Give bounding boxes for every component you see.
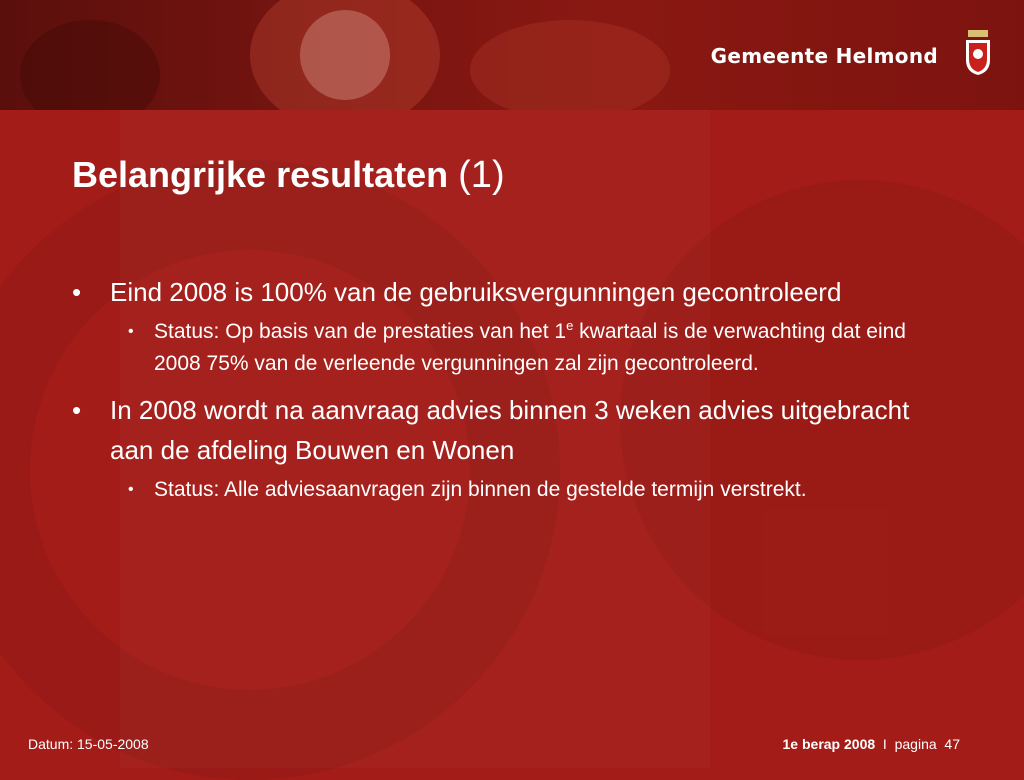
ordinal-superscript: e: [566, 318, 574, 333]
bullet-text: Eind 2008 is 100% van de gebruiksvergunningen gecontroleerd: [110, 277, 842, 307]
coat-of-arms-icon: [962, 28, 994, 76]
sub-bullet-item: [72, 316, 952, 380]
sub-bullet-icon: •: [128, 323, 134, 340]
bullet-item: [72, 390, 952, 470]
slide-title-text: Belangrijke resultaten: [72, 154, 449, 195]
sub-bullet-text-part2: kwartaal is de verwachting dat eind 2008 75% van de verleende vergunningen zal zijn gecontroleerd.: [154, 320, 906, 375]
bullet-icon: •: [72, 395, 82, 425]
header-banner: [0, 0, 1024, 110]
sub-bullet-text-part1: Status: Op basis van de prestaties van het 1: [154, 320, 567, 343]
footer-date: Datum: 15-05-2008: [28, 736, 149, 752]
bullet-item: [72, 272, 952, 312]
footer-page-number: 47: [944, 736, 960, 752]
sub-bullet-item: [72, 474, 952, 506]
bullet-icon: •: [72, 277, 82, 307]
bullet-text: In 2008 wordt na aanvraag advies binnen 3 weken advies uitgebracht aan de afdeling Bouwen en Wonen: [110, 395, 910, 465]
footer-page-info: [783, 736, 960, 752]
org-name: Gemeente Helmond: [710, 44, 938, 68]
sub-bullet-text: Status: Alle adviesaanvragen zijn binnen de gestelde termijn verstrekt.: [154, 478, 807, 501]
footer-report: 1e berap 2008: [782, 736, 876, 752]
header-photo-shape: [300, 10, 390, 100]
header-photo-shape: [20, 20, 160, 110]
slide-title: [72, 154, 505, 197]
bullet-list: [72, 272, 952, 506]
footer-page-label: pagina: [894, 736, 937, 752]
header-photo-shape: [470, 20, 670, 110]
sub-bullet-icon: •: [128, 481, 134, 498]
footer-separator: I: [882, 736, 887, 752]
slide-title-number: (1): [458, 154, 505, 196]
